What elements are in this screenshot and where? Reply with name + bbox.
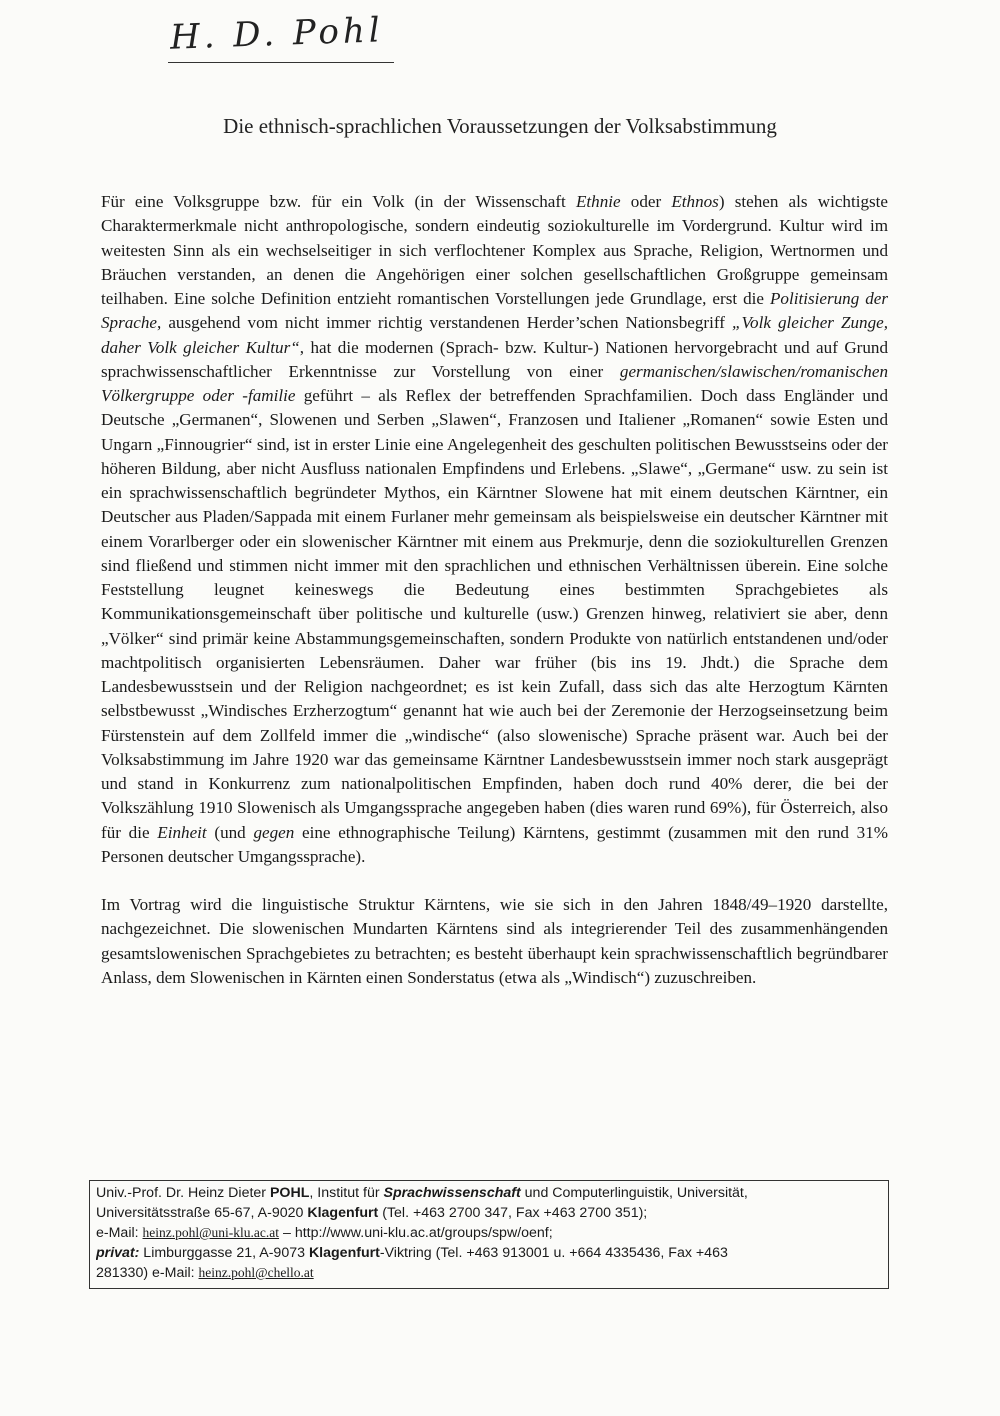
contact-line-3: e-Mail: heinz.pohl@uni-klu.ac.at – http://www.uni-klu.ac.at/groups/spw/oenf; (96, 1225, 553, 1241)
contact-line-5: 281330) e-Mail: heinz.pohl@chello.at (96, 1265, 314, 1281)
paragraph-2: Im Vortrag wird die linguistische Struktur Kärntens, wie sie sich in den Jahren 1848/49–1920 darstellte, nachgezeichnet. Die slowenischen Mundarten Kärntens sind als integrierender Teil des zusammenhängenden gesamtslowenischen Sprachgebietes zu betrachten; es besteht überhaupt kein sprachwissenschaftlich begründbarer Anlass, dem Slowenischen in Kärnten einen Sonderstatus (etwa als „Windisch“) zuzuschreiben. (101, 895, 888, 987)
contact-line-1: Univ.-Prof. Dr. Heinz Dieter POHL, Institut für Sprachwissenschaft und Computerlinguistik, Universität, (96, 1185, 748, 1201)
university-email-link[interactable]: heinz.pohl@uni-klu.ac.at (142, 1225, 280, 1240)
contact-line-4: privat: Limburggasse 21, A-9073 Klagenfurt-Viktring (Tel. +463 913001 u. +664 4335436, Fax +463 (96, 1244, 728, 1261)
handwritten-underline (168, 62, 394, 63)
private-email-link[interactable]: heinz.pohl@chello.at (198, 1265, 314, 1280)
handwritten-author-note: H. D. Pohl (169, 10, 385, 58)
contact-box (89, 1180, 889, 1289)
document-body (101, 190, 888, 990)
paragraph-1: Für eine Volksgruppe bzw. für ein Volk (in der Wissenschaft Ethnie oder Ethnos) stehen als wichtigste Charaktermerkmale nicht anthropologische, sondern eindeutig soziokulturelle im Vordergrund. Kultur wird im weitesten Sinn als ein wechselseitiger in sich verflochtener Komplex aus Sprache, Religion, Wertnormen und Bräuchen verstanden, an denen die Angehörigen einer solchen gesellschaftlichen Großgruppe gemeinsam teilhaben. Eine solche Definition entzieht romantischen Vorstellungen jede Grundlage, erst die Politisierung der Sprache, ausgehend vom nicht immer richtig verstandenen Herder’schen Nationsbegriff „Volk gleicher Zunge, daher Volk gleicher Kultur“, hat die modernen (Sprach- bzw. Kultur-) Nationen hervorgebracht und auf Grund sprachwissenschaftlicher Erkenntnisse zur Vorstellung von einer germanischen/slawischen/romanischen Völkergruppe oder -familie geführt – als Reflex der betreffenden Sprachfamilien. Doch dass Engländer und Deutsche „Germanen“, Slowenen und Serben „Slawen“, Franzosen und Italiener „Romanen“ sowie Esten und Ungarn „Finnougrier“ sind, ist in erster Linie eine Angelegenheit des geschulten politischen Bewusstseins oder der höheren Bildung, aber nicht Ausfluss nationalen Empfindens und Erlebens. „Slawe“, „Germane“ usw. zu sein ist ein sprachwissenschaftlich begründeter Mythos, ein Kärntner Slowene hat mit einem deutschen Kärntner, ein Deutscher aus Pladen/Sappada mit einem Furlaner mehr gemeinsam als beispielsweise ein deutscher Kärntner mit einem Vorarlberger oder ein slowenischer Kärntner mit einem aus Prekmurje, denn die soziokulturellen Grenzen sind fließend und stimmen nicht immer mit den sprachlichen und ethnischen Verhältnissen überein. Eine solche Feststellung leugnet keineswegs die Bedeutung eines bestimmten Sprachgebietes als Kommunikationsgemeinschaft über politische und kulturelle (usw.) Grenzen hinweg, relativiert sie aber, denn „Völker“ sind primär keine Abstammungsgemeinschaften, sondern Produkte von natürlich entstandenen und/oder machtpolitisch organisierten Lebensräumen. Daher war früher (bis ins 19. Jhdt.) die Sprache dem Landesbewusstsein und der Religion nachgeordnet; es ist kein Zufall, dass sich das alte Herzogtum Kärnten selbstbewusst „Windisches Erzherzogtum“ genannt hat wie auch bei der Zeremonie der Herzogseinsetzung beim Fürstenstein auf dem Zollfeld immer die „windische“ (also slowenische) Sprache präsent war. Auch bei der Volksabstimmung im Jahre 1920 war das gemeinsame Kärntner Landesbewusstsein immer noch stark ausgeprägt und stand in Konkurrenz zum nationalpolitischen Empfinden, haben doch rund 40% derer, die bei der Volkszählung 1910 Slowenisch als Umgangssprache angegeben haben (dies waren rund 69%), für Österreich, also für die Einheit (und gegen eine ethnographische Teilung) Kärntens, gestimmt (zusammen mit den rund 31% Personen deutscher Umgangssprache). (101, 192, 889, 866)
university-url: – http://www.uni-klu.ac.at/groups/spw/oenf; (279, 1225, 553, 1241)
contact-line-2: Universitätsstraße 65-67, A-9020 Klagenfurt (Tel. +463 2700 347, Fax +463 2700 351); (96, 1204, 648, 1221)
document-title: Die ethnisch-sprachlichen Voraussetzungen der Volksabstimmung (223, 114, 777, 138)
